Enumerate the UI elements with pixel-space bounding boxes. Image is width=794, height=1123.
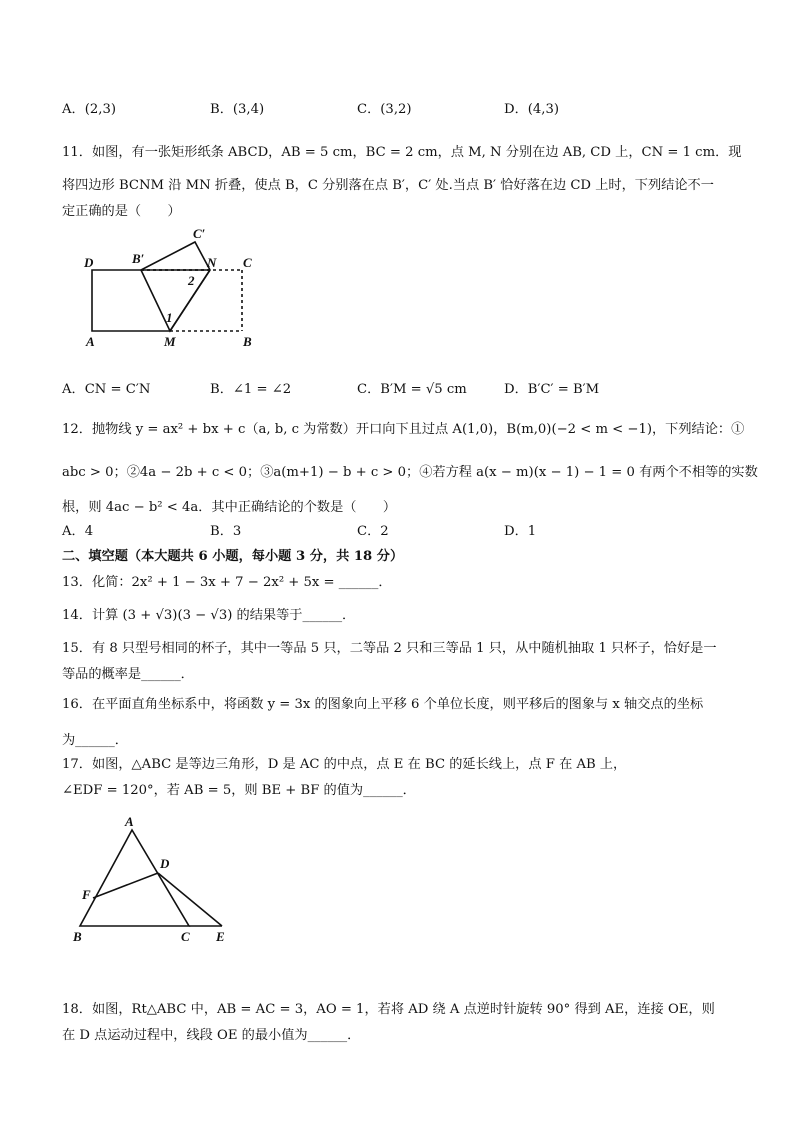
q11-label-a: A	[86, 334, 95, 349]
q15-line-2: 等品的概率是______．	[62, 667, 194, 682]
q11-label-angle-2: 2	[188, 273, 195, 288]
q18-line-2: 在 D 点运动过程中，线段 OE 的最小值为______．	[62, 1028, 361, 1043]
q17-label-c: C	[181, 929, 190, 944]
q17-triangle-abc	[80, 830, 189, 926]
q11-option-b: B．∠1 = ∠2	[210, 382, 292, 397]
q17-segment-de	[158, 873, 222, 926]
q11-stem-line-3: 定正确的是（ ）	[62, 204, 181, 219]
q11-option-d: D．B′C′ = B′M	[504, 382, 600, 397]
q12-option-c: C．2	[357, 524, 389, 539]
q15-line-1: 15．有 8 只型号相同的杯子，其中一等品 5 只，二等品 2 只和三等品 1 只，从中随机抽取 1 只杯子，恰好是一	[62, 641, 717, 656]
q10-option-b: B．(3,4)	[210, 102, 265, 117]
q11-label-m: M	[164, 334, 176, 349]
q17-label-a: A	[125, 814, 134, 829]
q16-line-1: 16．在平面直角坐标系中，将函数 y = 3x 的图象向上平移 6 个单位长度，则平移后的图象与 x 轴交点的坐标	[62, 697, 704, 712]
q12-stem-line-1: 12．抛物线 y = ax² + bx + c（a, b, c 为常数）开口向下且过点 A(1,0)，B(m,0)(−2 < m < −1)，下列结论：①	[62, 422, 745, 437]
q10-option-c: C．(3,2)	[357, 102, 412, 117]
q11-stem-line-1: 11．如图，有一张矩形纸条 ABCD，AB = 5 cm，BC = 2 cm，点 M, N 分别在边 AB, CD 上，CN = 1 cm．现	[62, 145, 742, 160]
q11-label-b-prime: B′	[132, 251, 145, 266]
q12-option-b: B．3	[210, 524, 242, 539]
q11-label-b: B	[243, 334, 252, 349]
q18-line-1: 18．如图，Rt△ABC 中，AB = AC = 3，AO = 1，若将 AD 绕 A 点逆时针旋转 90° 得到 AE，连接 OE，则	[62, 1002, 715, 1017]
q11-option-c: C．B′M = √5 cm	[357, 382, 467, 397]
q11-label-c: C	[243, 255, 252, 270]
q16-line-2: 为______．	[62, 733, 128, 748]
q11-option-a: A．CN = C′N	[62, 382, 151, 397]
q11-label-angle-1: 1	[166, 310, 173, 325]
q12-option-d: D．1	[504, 524, 537, 539]
q11-stem-line-2: 将四边形 BCNM 沿 MN 折叠，使点 B，C 分别落在点 B′，C′ 处.当点 B′ 恰好落在边 CD 上时，下列结论不一	[62, 178, 714, 193]
q10-option-d: D．(4,3)	[504, 102, 560, 117]
q17-label-d: D	[160, 856, 170, 871]
q11-label-c-prime: C′	[193, 226, 206, 241]
q17-line-1: 17．如图，△ABC 是等边三角形，D 是 AC 的中点，点 E 在 BC 的延长线上，点 F 在 AB 上，	[62, 757, 627, 772]
q14: 14．计算 (3 + √3)(3 − √3) 的结果等于______．	[62, 608, 356, 623]
q11-label-d: D	[84, 255, 94, 270]
q12-stem-line-2: abc > 0；②4a − 2b + c < 0；③a(m+1) − b + c > 0；④若方程 a(x − m)(x − 1) − 1 = 0 有两个不相等的实数	[62, 465, 758, 480]
q11-label-n: N	[207, 255, 217, 270]
q13: 13．化简：2x² + 1 − 3x + 7 − 2x² + 5x = ______．	[62, 575, 392, 590]
q17-line-2: ∠EDF = 120°，若 AB = 5，则 BE + BF 的值为______．	[62, 783, 416, 798]
q12-stem-line-3: 根，则 4ac − b² < 4a．其中正确结论的个数是（ ）	[62, 500, 397, 515]
section-2-heading: 二、填空题（本大题共 6 小题，每小题 3 分，共 18 分）	[62, 549, 404, 564]
q17-label-b: B	[73, 929, 82, 944]
q12-option-a: A．4	[62, 524, 94, 539]
q10-option-a: A．(2,3)	[62, 102, 116, 117]
q17-label-e: E	[216, 929, 225, 944]
q17-label-f: F	[82, 887, 91, 902]
